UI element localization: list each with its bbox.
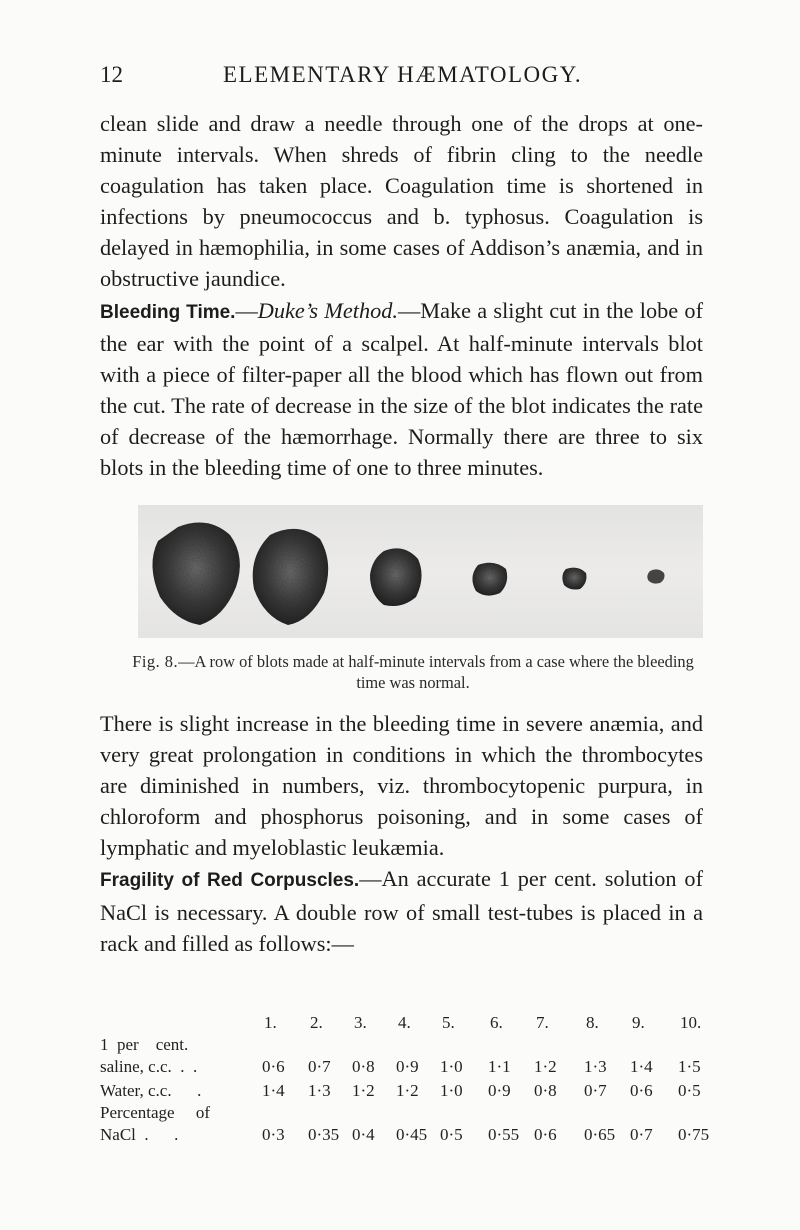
row-label-continued: NaCl . . (100, 1125, 179, 1144)
row-label: Percentage of (100, 1103, 210, 1122)
table-cell: 0·5 (440, 1125, 463, 1144)
blot-5 (562, 568, 586, 590)
table-cell: 1·0 (440, 1057, 463, 1076)
blot-6 (647, 569, 664, 583)
table-cell: 1·3 (308, 1081, 331, 1100)
row-label: Water, c.c. . (100, 1081, 202, 1100)
table-cell: 0·55 (488, 1125, 520, 1144)
test-tube-table (100, 1013, 710, 1193)
table-cell: 0·7 (630, 1125, 653, 1144)
blot-3 (370, 548, 422, 606)
table-cell: 0·6 (534, 1125, 557, 1144)
blot-4 (472, 563, 507, 596)
blot-2 (253, 529, 328, 625)
table-cell: 0·5 (678, 1081, 701, 1100)
page-number: 12 (100, 62, 123, 87)
table-cell: 1·4 (262, 1081, 285, 1100)
table-cell: 1·1 (488, 1057, 511, 1076)
table-cell: 0·75 (678, 1125, 710, 1144)
table-cell: 0·3 (262, 1125, 285, 1144)
table-cell: 0·9 (396, 1057, 419, 1076)
figure-caption (118, 651, 708, 693)
table-cell: 0·7 (584, 1081, 607, 1100)
blot-illustration (138, 505, 703, 638)
figure-caption-text: —A row of blots made at half-minute intervals from a case where the bleeding time was normal. (178, 652, 694, 692)
dukes-method-label: Duke’s Method. (257, 297, 398, 323)
table-cell: 1·3 (584, 1057, 607, 1076)
tube-number: 9. (632, 1013, 645, 1032)
table-cell: 1·0 (440, 1081, 463, 1100)
tube-number: 5. (442, 1013, 455, 1032)
table-cell: 0·6 (262, 1057, 285, 1076)
fragility-heading: Fragility of Red Corpuscles. (100, 870, 360, 892)
running-title: ELEMENTARY HÆMATOLOGY. (223, 62, 583, 87)
figure-label: Fig. 8. (132, 652, 179, 671)
table-cell: 0·8 (534, 1081, 557, 1100)
tube-number: 6. (490, 1013, 503, 1032)
table-cell: 0·45 (396, 1125, 428, 1144)
tube-number: 1. (264, 1013, 277, 1032)
paragraph-bleeding-increase (100, 708, 703, 959)
paragraph-coagulation: clean slide and draw a needle through one of the drops at one-minute intervals. When shreds of fibrin cling to the needle coagulation has taken place. Coagulation time is shortened in infections by pneumococcus and b. typhosus. Coagulation is delayed in hæmophilia, in some cases of Addison’s anæmia, and in obstructive jaundice. Bleeding Time.—Duke’s Method.—Make a slight cut in the lobe of the ear with the point of a scalpel. At half-minute intervals blot with a piece of filter-paper all the blood which has flown out from the cut. The rate of decrease in the size of the blot indicates the rate of decrease of the hæmorrhage. Normally there are three to six blots in the bleeding time of one to three minutes. (100, 111, 703, 481)
fragility-text: —An accurate 1 per cent. solution of NaCl is necessary. A double row of small test-tubes is placed in a rack and filled as follows:— (100, 866, 703, 956)
table-cell: 0·65 (584, 1125, 616, 1144)
paragraph-coagulation-text: clean slide and draw a needle through one of the drops at one-minute intervals. When shreds of fibrin cling to the needle coagulation has taken place. Coagulation time is shortened in infections by pneumococcus and b. typhosus. Coagulation is delayed in hæmophilia, in some cases of Addison’s anæmia, and in obstructive jaundice. (100, 111, 703, 292)
paragraph-bleeding-increase-text: There is slight increase in the bleeding time in severe anæmia, and very great prolongation in conditions in which the thrombocytes are diminished in numbers, viz. thrombocytopenic purpura, in chloroform and phosphorus poisoning, and in some cases of lymphatic and myeloblastic leukæmia. (100, 711, 703, 861)
tube-number: 8. (586, 1013, 599, 1032)
table-cell: 1·5 (678, 1057, 701, 1076)
table-cell: 1·2 (534, 1057, 557, 1076)
tube-number: 10. (680, 1013, 702, 1032)
tube-number: 4. (398, 1013, 411, 1032)
blot-1 (152, 523, 239, 626)
table-cell: 0·8 (352, 1057, 375, 1076)
running-head (0, 62, 800, 92)
row-label-continued: saline, c.c. . . (100, 1057, 198, 1076)
table-cell: 1·2 (396, 1081, 419, 1100)
tube-number: 3. (354, 1013, 367, 1032)
tube-number: 2. (310, 1013, 323, 1032)
table-cell: 0·35 (308, 1125, 340, 1144)
blot-figure (138, 505, 703, 638)
table-cell: 1·2 (352, 1081, 375, 1100)
table-cell: 0·7 (308, 1057, 331, 1076)
table-cell: 0·4 (352, 1125, 375, 1144)
bleeding-time-heading: Bleeding Time. (100, 301, 236, 323)
table-cell: 0·9 (488, 1081, 511, 1100)
tube-number: 7. (536, 1013, 549, 1032)
table-cell: 0·6 (630, 1081, 653, 1100)
row-label: 1 per cent. (100, 1035, 189, 1054)
table-cell: 1·4 (630, 1057, 653, 1076)
bleeding-time-text: —Make a slight cut in the lobe of the ear with the point of a scalpel. At half-minute intervals blot with a piece of filter-paper all the blood which has flown out from the cut. The rate of decrease in the size of the blot indicates the rate of decrease of the hæmorrhage. Normally there are three to six blots in the bleeding time of one to three minutes. (100, 297, 703, 481)
